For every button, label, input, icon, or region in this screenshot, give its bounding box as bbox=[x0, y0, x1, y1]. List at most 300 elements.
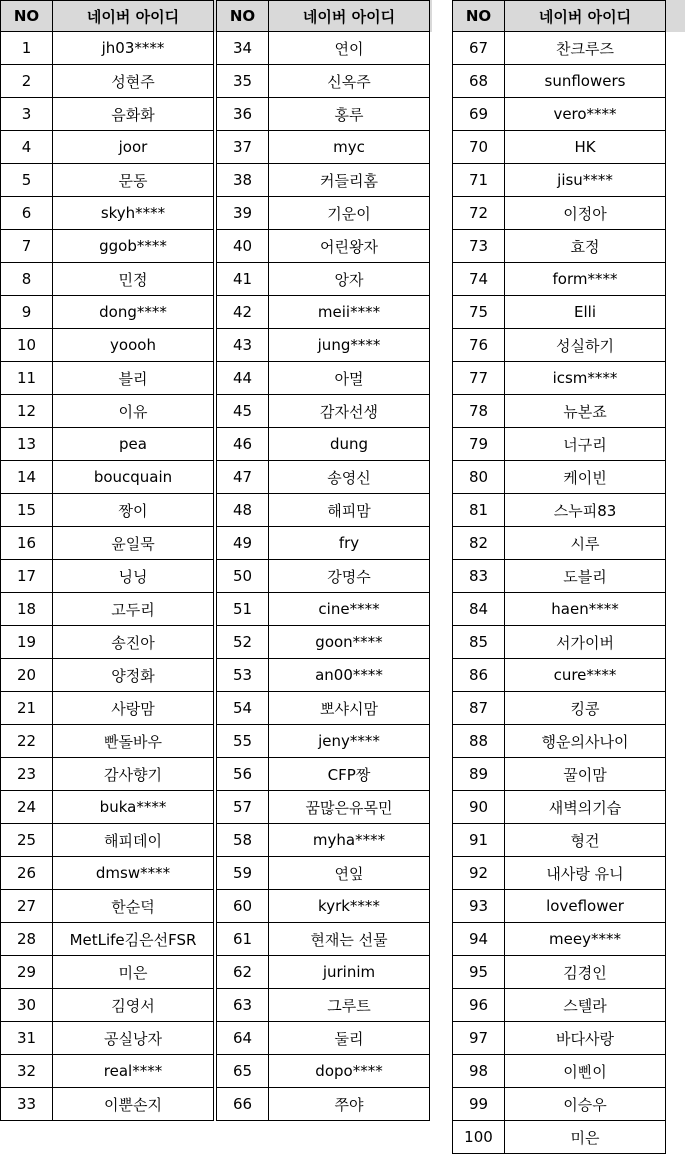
naver-id-cell: jeny**** bbox=[268, 725, 430, 758]
row-number: 95 bbox=[452, 956, 504, 989]
row-number: 54 bbox=[216, 692, 268, 725]
row-number: 97 bbox=[452, 1022, 504, 1055]
naver-id-cell: 효정 bbox=[504, 230, 666, 263]
naver-id-cell: jurinim bbox=[268, 956, 430, 989]
table-row bbox=[0, 98, 216, 131]
naver-id-cell: 홍루 bbox=[268, 98, 430, 131]
row-number: 52 bbox=[216, 626, 268, 659]
table-row bbox=[452, 230, 685, 263]
naver-id-cell: 송영신 bbox=[268, 461, 430, 494]
table-row bbox=[216, 1088, 432, 1121]
naver-id-cell: 바다사랑 bbox=[504, 1022, 666, 1055]
table-row bbox=[452, 626, 685, 659]
table-row bbox=[452, 461, 685, 494]
table-row bbox=[216, 824, 432, 857]
table-header bbox=[452, 0, 685, 32]
table-row bbox=[452, 362, 685, 395]
row-number: 82 bbox=[452, 527, 504, 560]
row-number: 91 bbox=[452, 824, 504, 857]
naver-id-cell: 어린왕자 bbox=[268, 230, 430, 263]
naver-id-cell: 이정아 bbox=[504, 197, 666, 230]
row-number: 85 bbox=[452, 626, 504, 659]
row-number: 89 bbox=[452, 758, 504, 791]
table-row bbox=[452, 32, 685, 65]
row-number: 98 bbox=[452, 1055, 504, 1088]
naver-id-cell: jh03**** bbox=[52, 32, 214, 65]
naver-id-cell: 뽀샤시맘 bbox=[268, 692, 430, 725]
table-row bbox=[452, 1022, 685, 1055]
naver-id-cell: MetLife김은선FSR bbox=[52, 923, 214, 956]
table-row bbox=[452, 296, 685, 329]
table-row bbox=[216, 494, 432, 527]
row-number: 92 bbox=[452, 857, 504, 890]
naver-id-cell: 김영서 bbox=[52, 989, 214, 1022]
table-row bbox=[0, 527, 216, 560]
naver-id-cell: buka**** bbox=[52, 791, 214, 824]
table-row bbox=[216, 461, 432, 494]
row-number: 66 bbox=[216, 1088, 268, 1121]
table-row bbox=[452, 329, 685, 362]
table-row bbox=[216, 98, 432, 131]
row-number: 67 bbox=[452, 32, 504, 65]
row-number: 46 bbox=[216, 428, 268, 461]
table-row bbox=[452, 1055, 685, 1088]
table-row bbox=[452, 956, 685, 989]
row-number: 69 bbox=[452, 98, 504, 131]
row-number: 62 bbox=[216, 956, 268, 989]
row-number: 42 bbox=[216, 296, 268, 329]
naver-id-cell: 기운이 bbox=[268, 197, 430, 230]
row-number: 50 bbox=[216, 560, 268, 593]
naver-id-cell: an00**** bbox=[268, 659, 430, 692]
table-row bbox=[452, 65, 685, 98]
table-row bbox=[452, 659, 685, 692]
table-row bbox=[0, 131, 216, 164]
row-number: 58 bbox=[216, 824, 268, 857]
row-number: 37 bbox=[216, 131, 268, 164]
row-number: 79 bbox=[452, 428, 504, 461]
row-number: 81 bbox=[452, 494, 504, 527]
naver-id-cell: boucquain bbox=[52, 461, 214, 494]
table-row bbox=[452, 593, 685, 626]
row-number: 33 bbox=[0, 1088, 52, 1121]
table-row bbox=[0, 362, 216, 395]
header-no: NO bbox=[0, 0, 52, 32]
row-number: 94 bbox=[452, 923, 504, 956]
naver-id-cell: 공실낭자 bbox=[52, 1022, 214, 1055]
row-number: 59 bbox=[216, 857, 268, 890]
table-row bbox=[0, 395, 216, 428]
table-row bbox=[216, 593, 432, 626]
table-row bbox=[216, 923, 432, 956]
table-row bbox=[216, 197, 432, 230]
naver-id-cell: 케이빈 bbox=[504, 461, 666, 494]
row-number: 68 bbox=[452, 65, 504, 98]
naver-id-cell: 이삔이 bbox=[504, 1055, 666, 1088]
naver-id-cell: goon**** bbox=[268, 626, 430, 659]
row-number: 65 bbox=[216, 1055, 268, 1088]
naver-id-cell: 스누피83 bbox=[504, 494, 666, 527]
naver-id-cell: HK bbox=[504, 131, 666, 164]
table-row bbox=[452, 1121, 685, 1154]
naver-id-cell: myc bbox=[268, 131, 430, 164]
table-row bbox=[216, 956, 432, 989]
naver-id-cell: joor bbox=[52, 131, 214, 164]
row-number: 74 bbox=[452, 263, 504, 296]
table-row bbox=[216, 362, 432, 395]
row-number: 6 bbox=[0, 197, 52, 230]
naver-id-cell: 성실하기 bbox=[504, 329, 666, 362]
table-row bbox=[0, 197, 216, 230]
row-number: 21 bbox=[0, 692, 52, 725]
row-number: 56 bbox=[216, 758, 268, 791]
naver-id-cell: 고두리 bbox=[52, 593, 214, 626]
row-number: 14 bbox=[0, 461, 52, 494]
row-number: 84 bbox=[452, 593, 504, 626]
table-row bbox=[216, 131, 432, 164]
table-row bbox=[452, 923, 685, 956]
row-number: 41 bbox=[216, 263, 268, 296]
row-number: 44 bbox=[216, 362, 268, 395]
naver-id-cell: 빤돌바우 bbox=[52, 725, 214, 758]
table-row bbox=[216, 791, 432, 824]
naver-id-cell: yoooh bbox=[52, 329, 214, 362]
naver-id-cell: 짱이 bbox=[52, 494, 214, 527]
table-row bbox=[0, 626, 216, 659]
row-number: 75 bbox=[452, 296, 504, 329]
naver-id-cell: 강명수 bbox=[268, 560, 430, 593]
row-number: 4 bbox=[0, 131, 52, 164]
naver-id-cell: 그루트 bbox=[268, 989, 430, 1022]
table-row bbox=[216, 890, 432, 923]
row-number: 90 bbox=[452, 791, 504, 824]
table-row bbox=[0, 791, 216, 824]
naver-id-cell: meey**** bbox=[504, 923, 666, 956]
table-row bbox=[216, 1055, 432, 1088]
row-number: 49 bbox=[216, 527, 268, 560]
table-row bbox=[0, 65, 216, 98]
row-number: 83 bbox=[452, 560, 504, 593]
naver-id-cell: 서가이버 bbox=[504, 626, 666, 659]
row-number: 7 bbox=[0, 230, 52, 263]
naver-id-cell: 시루 bbox=[504, 527, 666, 560]
row-number: 32 bbox=[0, 1055, 52, 1088]
naver-id-cell: haen**** bbox=[504, 593, 666, 626]
header-naver-id: 네이버 아이디 bbox=[268, 0, 430, 32]
row-number: 13 bbox=[0, 428, 52, 461]
naver-id-cell: 닝닝 bbox=[52, 560, 214, 593]
row-number: 88 bbox=[452, 725, 504, 758]
table-row bbox=[0, 725, 216, 758]
naver-id-cell: 도블리 bbox=[504, 560, 666, 593]
naver-id-cell: 스텔라 bbox=[504, 989, 666, 1022]
row-number: 1 bbox=[0, 32, 52, 65]
naver-id-cell: cine**** bbox=[268, 593, 430, 626]
table-row bbox=[452, 824, 685, 857]
row-number: 8 bbox=[0, 263, 52, 296]
table-row bbox=[0, 263, 216, 296]
row-number: 11 bbox=[0, 362, 52, 395]
naver-id-cell: 둘리 bbox=[268, 1022, 430, 1055]
naver-id-cell: real**** bbox=[52, 1055, 214, 1088]
table-row bbox=[452, 758, 685, 791]
naver-id-cell: 연잎 bbox=[268, 857, 430, 890]
naver-id-cell: 미은 bbox=[52, 956, 214, 989]
naver-id-cell: 꿈많은유목민 bbox=[268, 791, 430, 824]
row-number: 3 bbox=[0, 98, 52, 131]
naver-id-cell: jisu**** bbox=[504, 164, 666, 197]
row-number: 99 bbox=[452, 1088, 504, 1121]
header-no: NO bbox=[216, 0, 268, 32]
table-row bbox=[0, 857, 216, 890]
header-no: NO bbox=[452, 0, 504, 32]
table-row bbox=[0, 758, 216, 791]
table-row bbox=[452, 725, 685, 758]
naver-id-cell: 문동 bbox=[52, 164, 214, 197]
naver-id-cell: 커들리홈 bbox=[268, 164, 430, 197]
naver-id-cell: 너구리 bbox=[504, 428, 666, 461]
naver-id-cell: cure**** bbox=[504, 659, 666, 692]
table-row bbox=[216, 692, 432, 725]
naver-id-cell: icsm**** bbox=[504, 362, 666, 395]
naver-id-cell: 이뿐손지 bbox=[52, 1088, 214, 1121]
row-number: 30 bbox=[0, 989, 52, 1022]
table-row bbox=[216, 296, 432, 329]
naver-id-cell: 김경인 bbox=[504, 956, 666, 989]
row-number: 93 bbox=[452, 890, 504, 923]
naver-id-cell: 해피맘 bbox=[268, 494, 430, 527]
table-row bbox=[216, 230, 432, 263]
table-row bbox=[216, 263, 432, 296]
table-row bbox=[0, 164, 216, 197]
naver-id-cell: 사랑맘 bbox=[52, 692, 214, 725]
table-row bbox=[0, 461, 216, 494]
naver-id-cell: kyrk**** bbox=[268, 890, 430, 923]
row-number: 63 bbox=[216, 989, 268, 1022]
table-row bbox=[216, 857, 432, 890]
row-number: 17 bbox=[0, 560, 52, 593]
row-number: 35 bbox=[216, 65, 268, 98]
naver-id-cell: 쭈야 bbox=[268, 1088, 430, 1121]
table-row bbox=[452, 989, 685, 1022]
row-number: 86 bbox=[452, 659, 504, 692]
row-number: 23 bbox=[0, 758, 52, 791]
table-row bbox=[216, 164, 432, 197]
row-number: 57 bbox=[216, 791, 268, 824]
table-row bbox=[452, 890, 685, 923]
table-row bbox=[0, 296, 216, 329]
table-row bbox=[452, 395, 685, 428]
table-row bbox=[452, 428, 685, 461]
naver-id-cell: 송진아 bbox=[52, 626, 214, 659]
row-number: 25 bbox=[0, 824, 52, 857]
row-number: 43 bbox=[216, 329, 268, 362]
table-row bbox=[216, 65, 432, 98]
table-row bbox=[452, 1088, 685, 1121]
naver-id-cell: dung bbox=[268, 428, 430, 461]
table-row bbox=[216, 989, 432, 1022]
naver-id-cell: dmsw**** bbox=[52, 857, 214, 890]
table-row bbox=[0, 923, 216, 956]
row-number: 36 bbox=[216, 98, 268, 131]
id-table-2 bbox=[216, 0, 432, 1121]
table-row bbox=[216, 428, 432, 461]
row-number: 78 bbox=[452, 395, 504, 428]
table-row bbox=[0, 824, 216, 857]
naver-id-cell: 연이 bbox=[268, 32, 430, 65]
row-number: 76 bbox=[452, 329, 504, 362]
naver-id-cell: 음화화 bbox=[52, 98, 214, 131]
row-number: 24 bbox=[0, 791, 52, 824]
row-number: 96 bbox=[452, 989, 504, 1022]
row-number: 48 bbox=[216, 494, 268, 527]
naver-id-cell: 아멀 bbox=[268, 362, 430, 395]
naver-id-cell: dong**** bbox=[52, 296, 214, 329]
naver-id-cell: dopo**** bbox=[268, 1055, 430, 1088]
naver-id-cell: 양정화 bbox=[52, 659, 214, 692]
naver-id-cell: 미은 bbox=[504, 1121, 666, 1154]
naver-id-cell: 내사랑 유니 bbox=[504, 857, 666, 890]
naver-id-cell: jung**** bbox=[268, 329, 430, 362]
row-number: 20 bbox=[0, 659, 52, 692]
table-row bbox=[0, 230, 216, 263]
row-number: 27 bbox=[0, 890, 52, 923]
row-number: 53 bbox=[216, 659, 268, 692]
table-row bbox=[452, 560, 685, 593]
table-row bbox=[216, 659, 432, 692]
id-table-3 bbox=[452, 0, 685, 1154]
naver-id-cell: 찬크루즈 bbox=[504, 32, 666, 65]
table-row bbox=[452, 527, 685, 560]
naver-id-cell: vero**** bbox=[504, 98, 666, 131]
table-row bbox=[0, 1022, 216, 1055]
naver-id-cell: 블리 bbox=[52, 362, 214, 395]
naver-id-cell: 행운의사나이 bbox=[504, 725, 666, 758]
naver-id-cell: 이승우 bbox=[504, 1088, 666, 1121]
table-row bbox=[0, 659, 216, 692]
row-number: 2 bbox=[0, 65, 52, 98]
row-number: 38 bbox=[216, 164, 268, 197]
naver-id-cell: 한순덕 bbox=[52, 890, 214, 923]
naver-id-cell: 새벽의기습 bbox=[504, 791, 666, 824]
naver-id-cell: ggob**** bbox=[52, 230, 214, 263]
table-row bbox=[0, 989, 216, 1022]
naver-id-cell: 해피데이 bbox=[52, 824, 214, 857]
header-naver-id: 네이버 아이디 bbox=[504, 0, 666, 32]
naver-id-cell: CFP짱 bbox=[268, 758, 430, 791]
table-row bbox=[0, 1055, 216, 1088]
naver-id-cell: 윤일묵 bbox=[52, 527, 214, 560]
naver-id-cell: fry bbox=[268, 527, 430, 560]
row-number: 18 bbox=[0, 593, 52, 626]
row-number: 73 bbox=[452, 230, 504, 263]
table-row bbox=[0, 593, 216, 626]
naver-id-cell: 이유 bbox=[52, 395, 214, 428]
table-row bbox=[0, 32, 216, 65]
table-row bbox=[0, 890, 216, 923]
row-number: 60 bbox=[216, 890, 268, 923]
naver-id-cell: 감자선생 bbox=[268, 395, 430, 428]
table-row bbox=[216, 758, 432, 791]
table-row bbox=[216, 560, 432, 593]
naver-id-cell: form**** bbox=[504, 263, 666, 296]
row-number: 29 bbox=[0, 956, 52, 989]
row-number: 64 bbox=[216, 1022, 268, 1055]
row-number: 12 bbox=[0, 395, 52, 428]
row-number: 10 bbox=[0, 329, 52, 362]
row-number: 45 bbox=[216, 395, 268, 428]
naver-id-cell: 앙자 bbox=[268, 263, 430, 296]
table-row bbox=[452, 857, 685, 890]
table-row bbox=[452, 494, 685, 527]
row-number: 51 bbox=[216, 593, 268, 626]
row-number: 47 bbox=[216, 461, 268, 494]
naver-id-cell: Elli bbox=[504, 296, 666, 329]
table-row bbox=[452, 98, 685, 131]
table-header bbox=[0, 0, 216, 32]
naver-id-cell: skyh**** bbox=[52, 197, 214, 230]
row-number: 72 bbox=[452, 197, 504, 230]
row-number: 31 bbox=[0, 1022, 52, 1055]
naver-id-cell: 현재는 선물 bbox=[268, 923, 430, 956]
row-number: 39 bbox=[216, 197, 268, 230]
table-row bbox=[0, 494, 216, 527]
table-header bbox=[216, 0, 432, 32]
row-number: 16 bbox=[0, 527, 52, 560]
row-number: 40 bbox=[216, 230, 268, 263]
table-row bbox=[216, 1022, 432, 1055]
table-row bbox=[0, 1088, 216, 1121]
naver-id-cell: meii**** bbox=[268, 296, 430, 329]
table-row bbox=[0, 560, 216, 593]
row-number: 26 bbox=[0, 857, 52, 890]
table-row bbox=[216, 329, 432, 362]
row-number: 71 bbox=[452, 164, 504, 197]
naver-id-cell: myha**** bbox=[268, 824, 430, 857]
table-row bbox=[216, 626, 432, 659]
table-row bbox=[452, 197, 685, 230]
table-row bbox=[452, 164, 685, 197]
table-row bbox=[0, 956, 216, 989]
naver-id-cell: 킹콩 bbox=[504, 692, 666, 725]
row-number: 61 bbox=[216, 923, 268, 956]
row-number: 80 bbox=[452, 461, 504, 494]
table-row bbox=[216, 725, 432, 758]
table-row bbox=[216, 32, 432, 65]
row-number: 34 bbox=[216, 32, 268, 65]
table-row bbox=[452, 131, 685, 164]
row-number: 70 bbox=[452, 131, 504, 164]
naver-id-cell: loveflower bbox=[504, 890, 666, 923]
naver-id-cell: 신옥주 bbox=[268, 65, 430, 98]
naver-id-cell: 형건 bbox=[504, 824, 666, 857]
header-naver-id: 네이버 아이디 bbox=[52, 0, 214, 32]
table-row bbox=[452, 692, 685, 725]
table-row bbox=[0, 428, 216, 461]
table-row bbox=[216, 395, 432, 428]
table-row bbox=[216, 527, 432, 560]
row-number: 22 bbox=[0, 725, 52, 758]
row-number: 19 bbox=[0, 626, 52, 659]
table-row bbox=[0, 692, 216, 725]
table-row bbox=[0, 329, 216, 362]
naver-id-cell: pea bbox=[52, 428, 214, 461]
naver-id-cell: 민정 bbox=[52, 263, 214, 296]
naver-id-cell: sunflowers bbox=[504, 65, 666, 98]
row-number: 87 bbox=[452, 692, 504, 725]
naver-id-cell: 성현주 bbox=[52, 65, 214, 98]
row-number: 9 bbox=[0, 296, 52, 329]
